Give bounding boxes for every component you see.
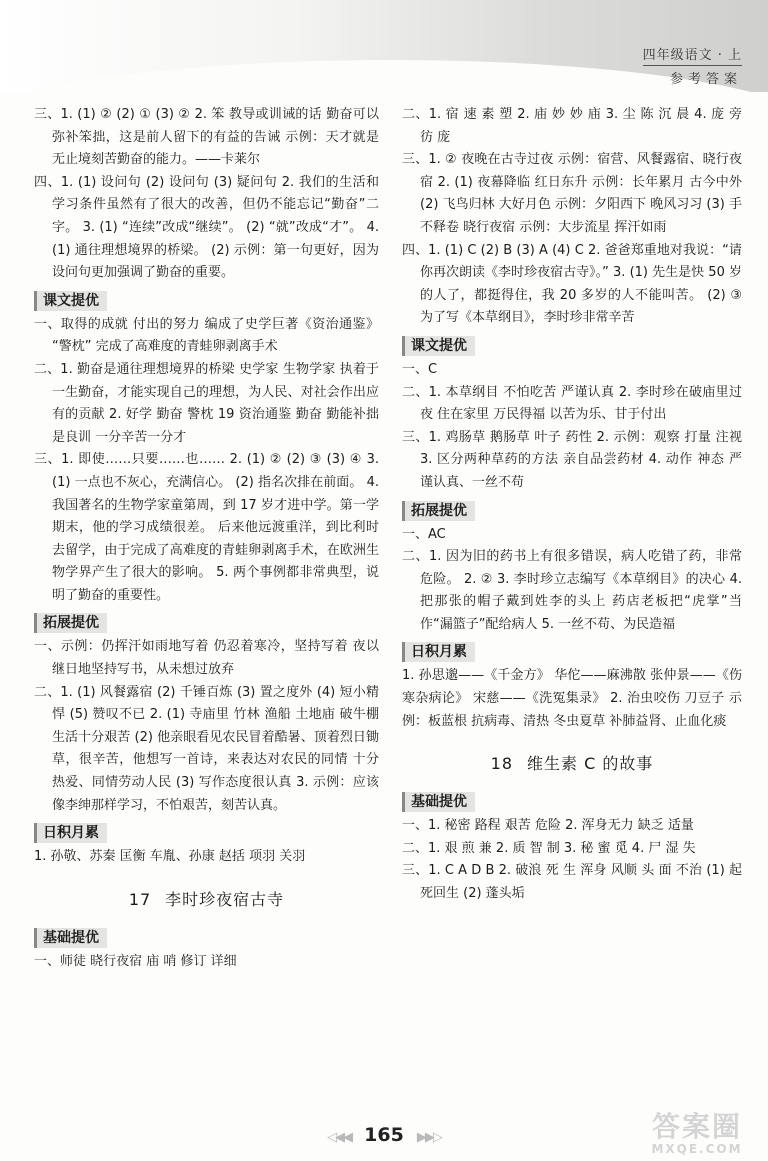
answer-paragraph: 二、1. 宿 速 素 塑 2. 庙 妙 妙 庙 3. 尘 陈 沉 晨 4. 庞 旁 彷 庞: [402, 107, 742, 145]
section-heading-extension: 拓展提优: [34, 613, 107, 633]
page-number: 165: [364, 1124, 404, 1146]
answer-paragraph: 三、1. 鸡肠草 鹅肠草 叶子 药性 2. 示例：观察 打量 注视 3. 区分两种草药的方法 亲自品尝药材 4. 动作 神态 严谨认真、一丝不苟: [402, 429, 742, 490]
answer-paragraph: 1. 孙思邈——《千金方》 华佗——麻沸散 张仲景——《伤寒杂病论》 宋慈——《洗冤集录》 2. 治虫咬伤 刀豆子 示例：板蓝根 抗病毒、清热 冬虫夏草 补肺益肾、止血化痰: [402, 668, 742, 729]
lesson-name: 维生素 C 的故事: [527, 754, 654, 774]
answer-paragraph: 二、1. 勤奋是通往理想境界的桥梁 史学家 生物学家 执着于一生勤奋，才能实现自己的理想，为人民、对社会作出应有的贡献 2. 好学 勤奋 警枕 19 资治通鉴 勤奋 勤能补拙是良训 一分辛苦一分才: [34, 361, 379, 445]
answer-paragraph: 一、师徒 晓行夜宿 庙 哨 修订 详细: [34, 953, 237, 969]
answer-paragraph: 一、示例：仍挥汗如雨地写着 仍忍着寒冷，坚持写着 夜以继日地坚持写书，从未想过放弃: [34, 639, 379, 678]
section-heading-basics: 基础提优: [402, 792, 475, 812]
answer-paragraph: 一、1. 秘密 路程 艰苦 危险 2. 浑身无力 缺乏 适量: [402, 818, 694, 834]
answer-paragraph: 四、1. (1) C (2) B (3) A (4) C 2. 爸爸郑重地对我说：“请你再次朗读《李时珍夜宿古寺》。” 3. (1) 先生是快 50 岁的人了，都挺得住，我 20 多岁的人不能叫苦。 (2) ③ 为了写《本草纲目》，李时珍非常辛苦: [402, 242, 742, 326]
answer-paragraph: 二、1. 因为旧的药书上有很多错误，病人吃错了药，非常危险。 2. ② 3. 李时珍立志编写《本草纲目》的决心 4. 把那张的帽子戴到姓李的头上 药店老板把“虎掌”当作“漏篮子”配给病人 5. 一丝不苟、为民造福: [402, 549, 742, 632]
header-answer-key: 参考答案: [669, 72, 742, 87]
answer-paragraph: 三、1. (1) ② (2) ① (3) ② 2. 笨 教导或训诫的话 勤奋可以弥补笨拙，这是前人留下的有益的告诫 示例：天才就是无止境刻苦勤奋的能力。——卡莱尔: [34, 107, 379, 168]
watermark-logo-text: 答案圈: [651, 1110, 742, 1143]
section-heading-text-improve: 课文提优: [402, 336, 475, 356]
section-heading-extension: 拓展提优: [402, 501, 475, 521]
site-watermark: [638, 1112, 756, 1158]
answer-paragraph: 二、1. (1) 风餐露宿 (2) 千锤百炼 (3) 置之度外 (4) 短小精悍 (5) 赞叹不已 2. (1) 寺庙里 竹林 渔船 土地庙 破牛棚 生活十分艰苦 (2) 他亲眼看见农民冒着酷暑、顶着烈日锄草，很辛苦，他想写一首诗，来表达对农民的同情 十分热爱、同情劳动人民 (3) 写作态度很认真 3. 示例：应该像李绅那样学习，不怕艰苦，刻苦认真。: [34, 684, 379, 813]
right-column: [402, 104, 742, 906]
lesson-title-17: [34, 887, 379, 910]
section-heading-accumulation: 日积月累: [402, 642, 475, 662]
answer-paragraph: 一、取得的成就 付出的努力 编成了史学巨著《资治通鉴》 “警枕” 完成了高难度的青蛙卵剥离手术: [34, 316, 379, 355]
lesson-title-18: [402, 751, 742, 774]
answer-paragraph: 三、1. ② 夜晚在古寺过夜 示例：宿营、风餐露宿、晓行夜宿 2. (1) 夜幕降临 红日东升 示例：长年累月 古今中外 (2) 飞鸟归林 大好月色 示例：夕阳西下 晚风习习 (3) 手不释卷 晓行夜宿 示例：大步流星 挥汗如雨: [402, 152, 742, 235]
answer-paragraph: 一、AC: [402, 526, 446, 542]
answer-paragraph: 二、1. 艰 煎 兼 2. 质 智 制 3. 秘 蜜 觅 4. 尸 湿 失: [402, 840, 696, 856]
watermark-url-text: MXQE.COM: [651, 1142, 743, 1156]
running-header: [643, 44, 742, 87]
lesson-number: 17: [128, 889, 152, 909]
answer-paragraph: 三、1. C A D B 2. 破浪 死 生 浑身 风顺 头 面 不治 (1) 起死回生 (2) 蓬头垢: [402, 863, 742, 902]
section-heading-accumulation: 日积月累: [34, 823, 107, 843]
lesson-name: 李时珍夜宿古寺: [165, 889, 285, 909]
answer-paragraph: 三、1. 即使……只要……也…… 2. (1) ② (2) ③ (3) ④ 3. (1) 一点也不灰心，充满信心。 (2) 指名次排在前面。 4. 我国著名的生物学家童第周，到 17 岁才进中学。第一学期末，他的学习成绩很差。 后来他远渡重洋，到比利时去留学，由于完成了高难度的青蛙卵剥离手术，在欧洲生物学界产生了很大的影响。 5. 两个事例都非常典型，说明了勤奋的重要性。: [34, 452, 379, 603]
answer-paragraph: 四、1. (1) 设问句 (2) 设问句 (3) 疑问句 2. 我们的生活和学习条件虽然有了很大的改善，但仍不能忘记“勤奋”二字。 3. (1) “连续”改成“继续”。 (2) “就”改成“才”。 4. (1) 通往理想境界的桥梁。 (2) 示例：第一句更好，因为设问句更加强调了勤奋的重要。: [34, 174, 379, 281]
arrow-right-icon: ▶▶▷: [416, 1130, 441, 1145]
answer-paragraph: 1. 孙敬、苏秦 匡衡 车胤、孙康 赵括 项羽 关羽: [34, 849, 306, 865]
lesson-number: 18: [490, 754, 513, 774]
left-column: [34, 104, 379, 973]
header-grade-subject: 四年级语文 · 上: [643, 44, 742, 66]
arrow-left-icon: ◁◀◀: [327, 1130, 352, 1145]
answer-paragraph: 二、1. 本草纲目 不怕吃苦 严谨认真 2. 李时珍在破庙里过夜 住在家里 万民得福 以苦为乐、甘于付出: [402, 384, 742, 423]
section-heading-basics: 基础提优: [34, 928, 107, 948]
section-heading-text-improve: 课文提优: [34, 291, 107, 311]
answer-paragraph: 一、C: [402, 361, 438, 377]
